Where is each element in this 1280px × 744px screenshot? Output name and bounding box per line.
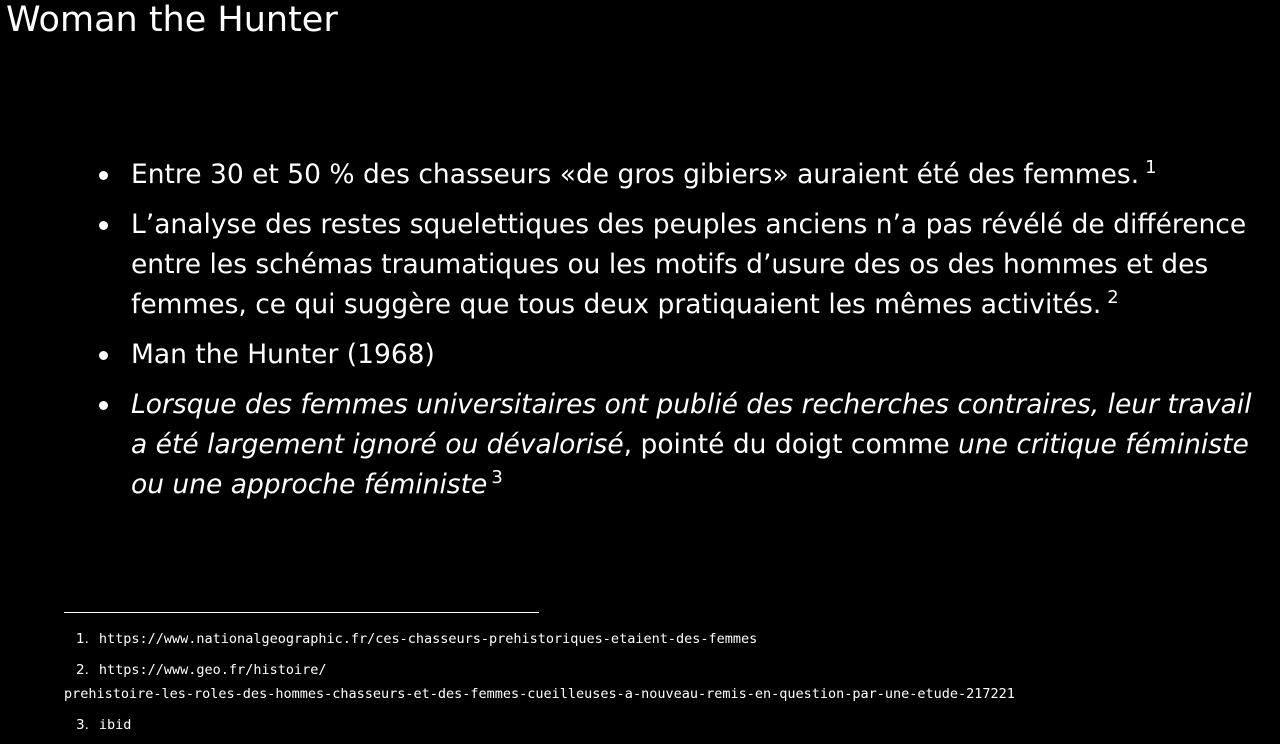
bullet-dot-icon [99, 171, 108, 180]
bullet-item [98, 335, 1263, 375]
footnote-item [64, 627, 1264, 651]
bullet-dot-icon [99, 401, 108, 410]
bullet-dot-icon [99, 351, 108, 360]
footnote-divider [64, 612, 539, 613]
footnote-link-continuation[interactable]: prehistoire-les-roles-des-hommes-chasseurs-et-des-femmes-cueilleuses-a-nouveau-remis-en-question-par-une-etude-217221 [64, 686, 1015, 702]
footnote-number: 1. [76, 631, 89, 647]
bullet-item [98, 205, 1263, 325]
bullet-italic-text: Lorsque des femmes universitaires ont publié des recherches contraires, leur travail a été largement ignoré ou dévalorisé [131, 389, 1252, 460]
footnote-list [64, 627, 1264, 744]
bullet-list [98, 155, 1263, 515]
footnote-text: ibid [98, 717, 132, 733]
footnote-number: 2. [76, 662, 89, 678]
footnote-item [64, 713, 1264, 737]
footnote-link[interactable]: https://www.geo.fr/histoire/ [98, 662, 327, 678]
footnote-link[interactable]: https://www.nationalgeographic.fr/ces-chasseurs-prehistoriques-etaient-des-femmes [98, 631, 758, 647]
bullet-text: , pointé du doigt comme [623, 429, 959, 460]
bullet-item [98, 385, 1263, 505]
footnote-number: 3. [76, 717, 89, 733]
footnote-item [64, 658, 1264, 706]
footnote-ref[interactable]: 2 [1107, 287, 1119, 309]
footnote-ref[interactable]: 3 [491, 467, 503, 489]
bullet-text: Man the Hunter (1968) [131, 339, 435, 370]
bullet-item [98, 155, 1263, 195]
footnote-ref[interactable]: 1 [1145, 157, 1157, 179]
bullet-italic-text: une critique féministe ou une approche féministe [131, 429, 1249, 500]
bullet-dot-icon [99, 221, 108, 230]
bullet-text: Entre 30 et 50 % des chasseurs «de gros gibiers» auraient été des femmes. [131, 159, 1140, 190]
slide-title: Woman the Hunter [6, 0, 338, 40]
bullet-text: L’analyse des restes squelettiques des peuples anciens n’a pas révélé de différence entre les schémas traumatiques ou les motifs d’usure des os des hommes et des femmes, ce qui suggère que tous deux pratiquaient les mêmes activités. [131, 209, 1247, 320]
